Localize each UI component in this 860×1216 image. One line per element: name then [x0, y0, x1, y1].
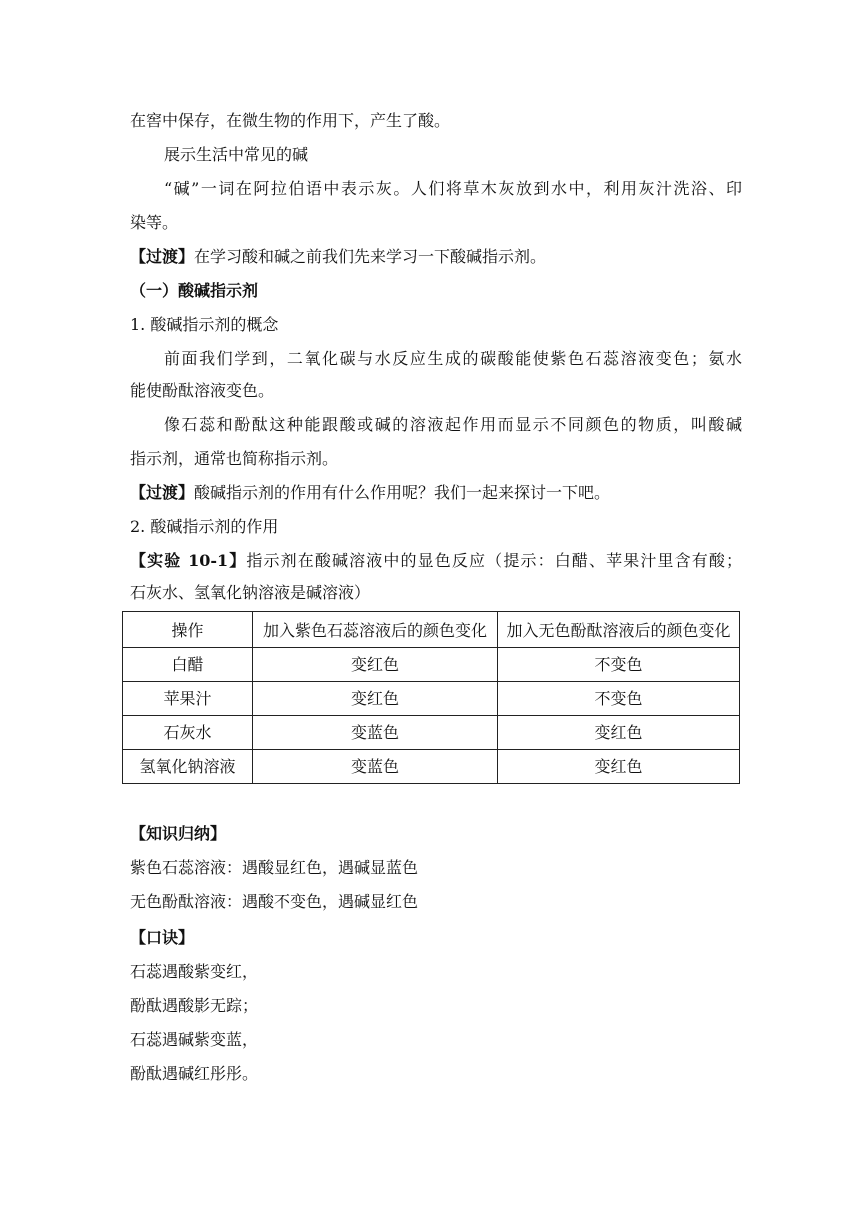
table-cell: 不变色	[498, 682, 740, 716]
table-header-cell: 加入无色酚酞溶液后的颜色变化	[498, 612, 740, 648]
summary-line: 无色酚酞溶液：遇酸不变色，遇碱显红色	[130, 892, 419, 911]
table-cell: 苹果汁	[123, 682, 253, 716]
rhyme-line: 酚酞遇碱红彤彤。	[130, 1064, 259, 1083]
rhyme-line: 石蕊遇酸紫变红，	[130, 962, 259, 981]
paragraph-line: 能使酚酞溶液变色。	[130, 381, 275, 400]
table-cell: 白醋	[123, 648, 253, 682]
paragraph-line: 前面我们学到，二氧化碳与水反应生成的碳酸能使紫色石蕊溶液变色；氨水	[164, 349, 742, 368]
paragraph-line: 展示生活中常见的碱	[164, 145, 309, 164]
table-header-cell: 加入紫色石蕊溶液后的颜色变化	[253, 612, 498, 648]
transition-tag: 【过渡】	[130, 483, 195, 502]
table-row	[123, 716, 740, 750]
table-header-cell: 操作	[123, 612, 253, 648]
rhyme-line: 石蕊遇碱紫变蓝，	[130, 1030, 259, 1049]
transition-text: 酸碱指示剂的作用有什么作用呢？我们一起来探讨一下吧。	[194, 483, 611, 502]
table-cell: 变蓝色	[253, 716, 498, 750]
table-cell: 变红色	[253, 682, 498, 716]
summary-heading: 【知识归纳】	[130, 824, 227, 843]
table-cell: 变红色	[498, 750, 740, 784]
table-row	[123, 648, 740, 682]
transition-text: 在学习酸和碱之前我们先来学习一下酸碱指示剂。	[194, 247, 547, 266]
table-cell: 变红色	[498, 716, 740, 750]
paragraph-line: “碱”一词在阿拉伯语中表示灰。人们将草木灰放到水中，利用灰汁洗浴、印	[164, 179, 742, 198]
table-cell: 氢氧化钠溶液	[123, 750, 253, 784]
paragraph-line: 在窖中保存，在微生物的作用下，产生了酸。	[130, 111, 451, 130]
table-cell: 变蓝色	[253, 750, 498, 784]
experiment-paragraph	[130, 550, 742, 572]
paragraph-line: 染等。	[130, 213, 179, 232]
table-cell: 变红色	[253, 648, 498, 682]
paragraph-line: 指示剂，通常也简称指示剂。	[130, 449, 339, 468]
indicator-table	[122, 611, 740, 784]
experiment-text: 指示剂在酸碱溶液中的显色反应（提示：白醋、苹果汁里含有酸；	[246, 551, 742, 570]
table-row	[123, 682, 740, 716]
subsection-heading: 2. 酸碱指示剂的作用	[130, 517, 279, 536]
subsection-heading: 1. 酸碱指示剂的概念	[130, 315, 279, 334]
transition-tag: 【过渡】	[130, 247, 195, 266]
table-cell: 石灰水	[123, 716, 253, 750]
experiment-tag: 【实验 10-1】	[130, 551, 247, 570]
table-cell: 不变色	[498, 648, 740, 682]
summary-line: 紫色石蕊溶液：遇酸显红色，遇碱显蓝色	[130, 858, 419, 877]
rhyme-line: 酚酞遇酸影无踪；	[130, 996, 259, 1015]
rhyme-heading: 【口诀】	[130, 928, 195, 947]
table-header-row	[123, 612, 740, 648]
paragraph-line: 像石蕊和酚酞这种能跟酸或碱的溶液起作用而显示不同颜色的物质，叫酸碱	[164, 415, 742, 434]
transition-paragraph	[130, 246, 742, 268]
table-row	[123, 750, 740, 784]
paragraph-line: 石灰水、氢氧化钠溶液是碱溶液）	[130, 583, 371, 602]
transition-paragraph	[130, 482, 742, 504]
section-heading: （一）酸碱指示剂	[130, 281, 259, 300]
